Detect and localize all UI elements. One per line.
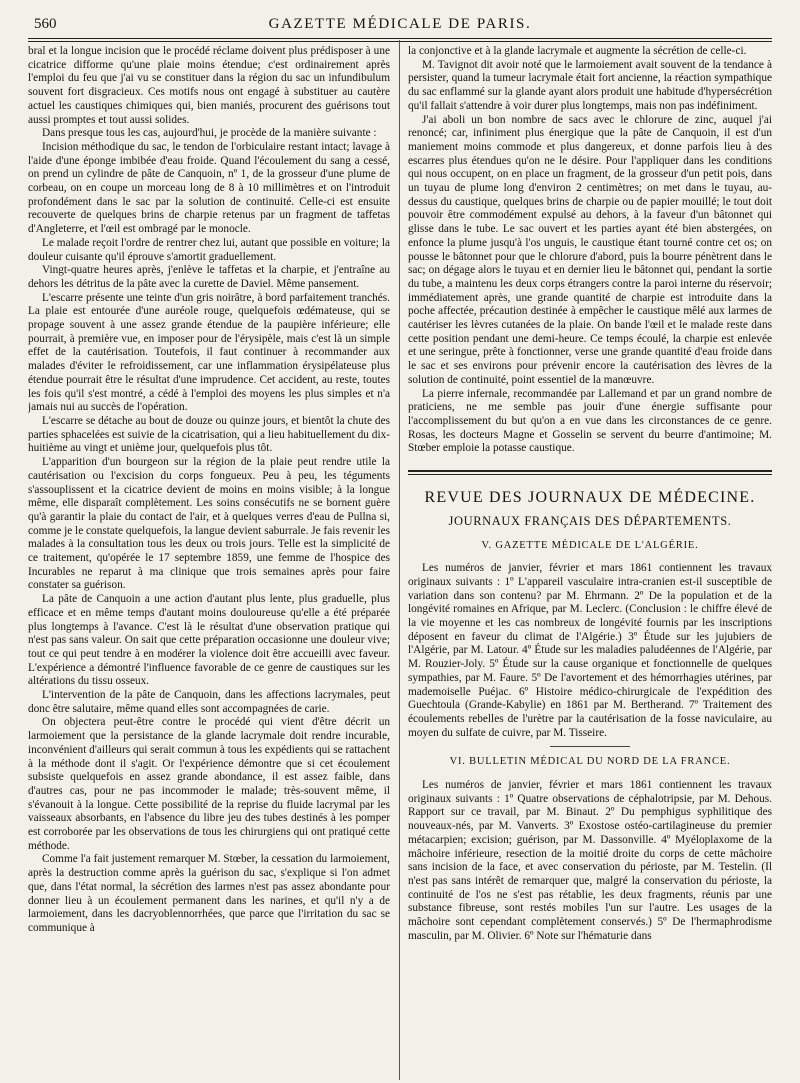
paragraph: Le malade reçoit l'ordre de rentrer chez lui, autant que possible en voiture; la douleur cuisante qu'il éprouve s'amortit graduellement.	[28, 236, 390, 263]
paragraph: La pierre infernale, recommandée par Lallemand et par un grand nombre de praticiens, ne me semble pas jouir d'une énergie suffisante pour l'accomplissement du but qu'on a en vue dans les circonstances de ce genre. Rosas, les docteurs Magne et Gosselin se servent du beurre d'antimoine; M. Stœber emploie la potasse caustique.	[408, 387, 772, 455]
paragraph: Incision méthodique du sac, le tendon de l'orbiculaire restant intact; lavage à l'aide d'une éponge imbibée d'eau froide. Quand l'écoulement du sang a cessé, on prend un cylindre de pâte de Canquoin, nº 1, de la grosseur d'une plume de corbeau, on en coupe un morceau long de 8 à 10 millimètres et on l'introduit profondément dans le sac par la solution de continuité. Celle-ci est ensuite recouverte de quelques brins de charpie retenus par un fragment de taffetas d'Angleterre, et l'œil est ombragé par le monocle.	[28, 140, 390, 236]
paragraph: L'escarre se détache au bout de douze ou quinze jours, et bientôt la chute des parties sphacelées est suivie de la cicatrisation, qui a lieu habituellement du dix-huitième au vingt et unième jour, quelquefois plus tôt.	[28, 414, 390, 455]
paragraph: Les numéros de janvier, février et mars 1861 contiennent les travaux originaux suivants : 1º Quatre observations de céphalotripsie, par M. Dehous. Rapport sur ce travail, par M. Binaut. 2º Du pemphigus syphilitique des nouveaux-nés, par M. Vanverts. 3º Exostose ostéo-cartilagineuse du premier métacarpien; excision; guérison, par M. Dassonville. 4º Myéloplaxome de la mâchoire inférieure, resection de la moitié droite du corps de cette mâchoire sans incision de la face, et avec conservation du périoste, par M. Testelin. (Il n'est pas sans intérêt de remarquer que, malgré la conservation du périoste, la continuité de l'os ne s'est pas rétablie, les deux fragments, réunis par une substance fibreuse, sont restés mobiles l'un sur l'autre. Les usages de la mâchoire sont cependant complètement conservés.) 5º De l'hermaphrodisme masculin, par M. Olivier. 6º Note sur l'hématurie dans	[408, 779, 772, 942]
paragraph: bral et la longue incision que le procédé réclame doivent plus prédisposer à une cicatrice difforme qu'une plaie moins étendue; c'est ordinairement après l'emploi du feu que j'ai vu se constituer dans la région du sac un infundibulum souvent fort disgracieux. Ces motifs nous ont engagé à substituer au cautère actuel les caustiques chimiques qui, bien maniés, procurent des guérisons tout aussi promptes et tout aussi solides.	[28, 45, 390, 126]
column-divider	[399, 40, 400, 1080]
right-column	[408, 45, 772, 1075]
paragraph: Vingt-quatre heures après, j'enlève le taffetas et la charpie, et j'entraîne au dehors les détritus de la pâte avec la curette de Daviel. Même pansement.	[28, 264, 390, 290]
journal-title: GAZETTE MÉDICALE DE PARIS.	[268, 16, 532, 32]
paragraph: L'intervention de la pâte de Canquoin, dans les affections lacrymales, peut donc être salutaire, même quand elles sont accompagnées de carie.	[28, 689, 390, 715]
paragraph: L'escarre présente une teinte d'un gris noirâtre, à bord parfaitement tranchés. La plaie est entourée d'une auréole rouge, quelquefois œdémateuse, qui se propage souvent à une assez grande étendue de la paupière inférieure; elle pourrait, à première vue, en imposer pour de l'érysipèle, mais c'est là un simple effet de la cautérisation. Toutefois, il faut continuer à recommander aux malades d'éviter le refroidissement, car une inflammation érysipélateuse plus étendue pourrait être le résultat d'une imprudence. Cet accident, au reste, toutes les fois qu'il s'est montré, a cédé à l'emploi des moyens les plus simples et n'a jamais nui au succès de l'opération.	[28, 291, 390, 414]
paragraph: J'ai aboli un bon nombre de sacs avec le chlorure de zinc, auquel j'ai renoncé; car, infiniment plus énergique que la pâte de Canquoin, il est d'un maniement moins commode et plus dangereux, et donne parfois lieu à des escarres plus étendues qu'on ne le désire. Pour l'appliquer dans les conditions qui nous occupent, on en place un fragment, de la grosseur d'un petit pois, dans un tuyau de plume long d'environ 2 centimètres; on met dans le tuyau, au-dessus du caustique, quelques brins de charpie ou de papier mouillé; le tout doit pouvoir être commodément expulsé au dehors, à la faveur d'un bâtonnet qui glisse dans le tube. Le sac ouvert et les parties ayant été bien abstergées, on enfonce la plume jusqu'à l'os unguis, le caustique étant tourné contre cet os; on pousse le bâtonnet pour que le chlorure d'abord, puis la bourre pénètrent dans le sac; on dégage alors le tuyau et en dernier lieu le bâtonnet qui, pendant la sortie du tube, a maintenu les deux corps étrangers contre la paroi interne du réservoir; immédiatement après, une grande quantité de charpie est introduite dans la poche affectée, précaution destinée à empêcher le caustique mêlé aux larmes de cautériser les lèvres cutanées de la plaie. On bande l'œil et le malade reste dans cette position pendant une demi-heure. Ce temps écoulé, la charpie est enlevée et une seringue, prête à fonctionner, verse une grande quantité d'eau froide dans le sac et ses environs pour prévenir encore la cautérisation des lèvres de la solution de continuité, point essentiel de la manœuvre.	[408, 113, 772, 386]
paragraph: Dans presque tous les cas, aujourd'hui, je procède de la manière suivante :	[42, 127, 377, 140]
paragraph: L'apparition d'un bourgeon sur la région de la plaie peut rendre utile la cautérisation ou l'excision du corps fongueux. Peu à peu, les téguments s'assouplissent et la cicatrice devient de moins en moins visible; à la longue même, elle disparaît complètement. Les soins consécutifs ne se bornent guère qu'à garantir la plaie du contact de l'air, et à quelques verres d'eau de Pullna si, comme je le constate quelquefois, la langue devient saburrale. Je fais revenir les malades à la consultation tous les deux ou trois jours. Telle est la simplicité de ce traitement, qu'opérée le 17 septembre 1859, une femme de l'hospice des Incurables ne reparut à ma clinique que trois semaines après pour faire constater sa guérison.	[28, 456, 390, 592]
section-separator	[408, 470, 772, 475]
section-heading-nord: VI. BULLETIN MÉDICAL DU NORD DE LA FRANCE.	[449, 756, 731, 768]
review-title: REVUE DES JOURNAUX DE MÉDECINE.	[424, 489, 756, 507]
paragraph: Les numéros de janvier, février et mars 1861 contiennent les travaux originaux suivants : 1º L'appareil vasculaire intra-cranien est-il susceptible de variation dans son contenu? par M. Ehrmann. 2º De la population et de la longévité romaines en Afrique, par M. Leclerc. (Conclusion : le chiffre élevé de la vie moyenne et les cas nombreux de longévité fournis par les inscriptions déposent en faveur du climat de l'Algérie.) 3º Étude sur les jujubiers de l'Algérie, par M. Latour. 4º Étude sur les maladies paludéennes de l'Algérie, par M. Rouzier-Joly. 5º Étude sur la cause organique et fonctionnelle de quelques sympathies, par M. Faure. 5º De l'avortement et des hémorrhagies utérines, par mademoiselle Puéjac. 6º Histoire médico-chirurgicale de l'expédition des Guechtoula (Grande-Kabylie) en 1861 par M. Bertherand. 7º Traitement des écoulements rebelles de l'urètre par la cautérisation de la fosse naviculaire, au moyen du sulfate de cuivre, par M. Tisseire.	[408, 562, 772, 739]
paragraph: Comme l'a fait justement remarquer M. Stœber, la cessation du larmoiement, après la destruction comme après la guérison du sac, s'explique si l'on admet que, dans l'état normal, la sécrétion des larmes n'est pas assez abondante pour donner lieu à un écoulement permanent dans les narines, et qu'il n'y a de larmoiement, dans les dacryoblennorrhées, que parce que l'irritation du sac se communique à	[28, 853, 390, 934]
paragraph: M. Tavignot dit avoir noté que le larmoiement avait souvent de la tendance à persister, quand la tumeur lacrymale était fort ancienne, la réaction sympathique du sac enflammé sur la glande ayant alors produit une habitude d'hypersécrétion qu'il fallait s'attendre à voir durer plus longtemps, mais non pas indéfiniment.	[408, 58, 772, 112]
small-divider	[550, 746, 630, 747]
paragraph: la conjonctive et à la glande lacrymale et augmente la sécrétion de celle-ci.	[408, 45, 747, 57]
paragraph: On objectera peut-être contre le procédé qui vient d'être décrit un larmoiement que la persistance de la glande lacrymale doit rendre incurable, inconvénient d'ailleurs qui serait commun à tous les expédients qui se rattachent à la méthode dont il s'agit. Or l'expérience démontre que si cet écoulement subsiste quelquefois en assez grande abondance, il est assez faible, dans d'autres cas, pour ne pas incommoder le malade; très-souvent même, il s'évanouit à la longue. Cette possibilité de la reprise du fluide lacrymal par les vaisseaux absorbants, en l'absence du libre jeu des tubes destinés à les pomper est corroborée par les observations de tous les chirurgiens qui ont pratiqué cette méthode.	[28, 716, 390, 852]
page-number: 560	[34, 16, 57, 32]
subsection-title: JOURNAUX FRANÇAIS DES DÉPARTEMENTS.	[448, 513, 732, 528]
header-rule	[28, 38, 772, 42]
page-header	[28, 14, 772, 36]
section-heading-algerie: V. GAZETTE MÉDICALE DE L'ALGÉRIE.	[481, 539, 699, 551]
paragraph: La pâte de Canquoin a une action d'autant plus lente, plus graduelle, plus efficace et en même temps d'autant moins douloureuse qu'elle a été préparée plus longtemps à l'avance. C'est là le résultat d'une observation pratique qui n'est pas sans valeur. On sait que cette préparation occasionne une douleur vive; tout ce qui peut tendre à en modérer la violence doit être accueilli avec faveur. L'expérience a démontré l'influence favorable de ce genre de caustiques sur les altérations du tissu osseux.	[28, 593, 390, 688]
left-column	[28, 45, 390, 1075]
